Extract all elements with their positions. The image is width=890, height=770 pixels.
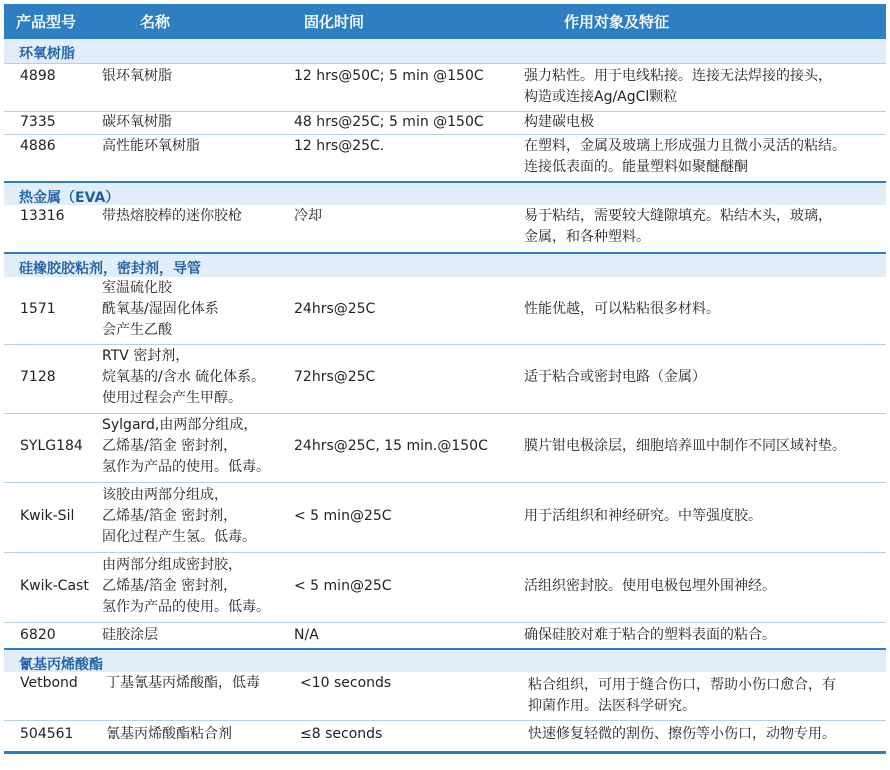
cell-name: 该胶由两部分组成， 乙烯基/箔金 密封剂， 固化过程产生氢。低毒。 xyxy=(102,487,256,545)
cell-name: 由两部分组成密封胶， 乙烯基/箔金 密封剂， 氢作为产品的使用。低毒。 xyxy=(102,557,270,615)
cell-cure: 12 hrs@25C. xyxy=(294,138,385,154)
cell-cure: <10 seconds xyxy=(300,675,392,691)
table-header xyxy=(4,4,886,37)
cell-model: 504561 xyxy=(20,726,74,742)
cell-name: 碳环氧树脂 xyxy=(102,114,172,130)
cell-model: 7335 xyxy=(20,114,56,130)
cell-feature: 易于粘结，需要较大缝隙填充。粘结木头，玻璃， 金属，和各种塑料。 xyxy=(524,208,832,245)
table-bottom-rule xyxy=(4,751,886,754)
table-row xyxy=(4,277,886,344)
table-row xyxy=(4,134,886,181)
header-name: 名称 xyxy=(140,13,171,31)
cell-name: 室温硫化胶 酰氧基/湿固化体系 会产生乙酸 xyxy=(102,280,219,338)
cell-cure: < 5 min@25C xyxy=(294,508,392,524)
cell-feature: 性能优越，可以粘粘很多材料。 xyxy=(524,301,720,317)
cell-model: 1571 xyxy=(20,301,56,317)
cell-cure: 12 hrs@50C; 5 min @150C xyxy=(294,68,484,84)
cell-feature: 强力粘性。用于电线粘接。连接无法焊接的接头， 构造或连接Ag/AgCl颗粒 xyxy=(524,68,832,105)
cell-model: 4898 xyxy=(20,68,56,84)
section-header: 环氧树脂 xyxy=(4,37,886,63)
cell-name: 丁基氰基丙烯酸酯，低毒 xyxy=(106,675,260,691)
cell-cure: 冷却 xyxy=(294,208,322,224)
cell-name: 高性能环氧树脂 xyxy=(102,138,200,154)
section-header: 氰基丙烯酸酯 xyxy=(4,648,886,672)
table-row xyxy=(4,482,886,552)
table-row xyxy=(4,63,886,111)
cell-model: Kwik-Sil xyxy=(20,508,75,524)
cell-cure: 72hrs@25C xyxy=(294,369,376,385)
product-table xyxy=(4,4,886,754)
table-row xyxy=(4,413,886,482)
cell-name: 带热熔胶棒的迷你胶枪 xyxy=(102,208,242,224)
table-row xyxy=(4,111,886,134)
cell-model: 7128 xyxy=(20,369,56,385)
cell-model: Vetbond xyxy=(20,675,78,691)
table-row xyxy=(4,622,886,648)
section-header: 硅橡胶胶粘剂，密封剂，导管 xyxy=(4,252,886,277)
cell-name: RTV 密封剂， 烷氧基的/含水 硫化体系。 使用过程会产生甲醇。 xyxy=(102,348,266,406)
header-cure-time: 固化时间 xyxy=(304,13,365,31)
cell-feature: 构建碳电极 xyxy=(524,114,594,130)
cell-feature: 适于粘合或密封电路（金属） xyxy=(524,369,706,385)
cell-cure: 48 hrs@25C; 5 min @150C xyxy=(294,114,484,130)
cell-feature: 快速修复轻微的割伤、擦伤等小伤口，动物专用。 xyxy=(528,726,836,742)
header-model: 产品型号 xyxy=(16,13,77,31)
cell-model: SYLG184 xyxy=(20,438,83,454)
cell-feature: 粘合组织，可用于缝合伤口，帮助小伤口愈合，有 抑菌作用。法医科学研究。 xyxy=(528,677,836,714)
table-row xyxy=(4,344,886,413)
cell-model: 13316 xyxy=(20,208,65,224)
table-row xyxy=(4,720,886,751)
cell-name: 银环氧树脂 xyxy=(102,68,172,84)
cell-cure: N/A xyxy=(294,627,319,643)
cell-cure: < 5 min@25C xyxy=(294,578,392,594)
header-feature: 作用对象及特征 xyxy=(564,13,670,31)
cell-feature: 膜片钳电极涂层，细胞培养皿中制作不同区域衬垫。 xyxy=(524,438,846,454)
table-row xyxy=(4,552,886,622)
cell-name: Sylgard,由两部分组成， 乙烯基/箔金 密封剂， 氢作为产品的使用。低毒。 xyxy=(102,417,270,475)
cell-cure: 24hrs@25C, 15 min.@150C xyxy=(294,438,488,454)
cell-feature: 确保硅胶对难于粘合的塑料表面的粘合。 xyxy=(524,627,776,643)
table-row xyxy=(4,672,886,720)
cell-model: Kwik-Cast xyxy=(20,578,89,594)
cell-feature: 在塑料，金属及玻璃上形成强力且微小灵活的粘结。 连接低表面的。能量塑料如聚醚醚酮 xyxy=(524,138,846,175)
cell-cure: 24hrs@25C xyxy=(294,301,376,317)
cell-feature: 用于活组织和神经研究。中等强度胶。 xyxy=(524,508,762,524)
cell-name: 硅胶涂层 xyxy=(102,627,158,643)
cell-model: 6820 xyxy=(20,627,56,643)
table-row xyxy=(4,205,886,252)
section-header: 热金属（EVA） xyxy=(4,181,886,205)
cell-feature: 活组织密封胶。使用电极包埋外围神经。 xyxy=(524,578,776,594)
cell-cure: ≤8 seconds xyxy=(300,726,383,742)
cell-model: 4886 xyxy=(20,138,56,154)
cell-name: 氰基丙烯酸酯粘合剂 xyxy=(106,726,232,742)
